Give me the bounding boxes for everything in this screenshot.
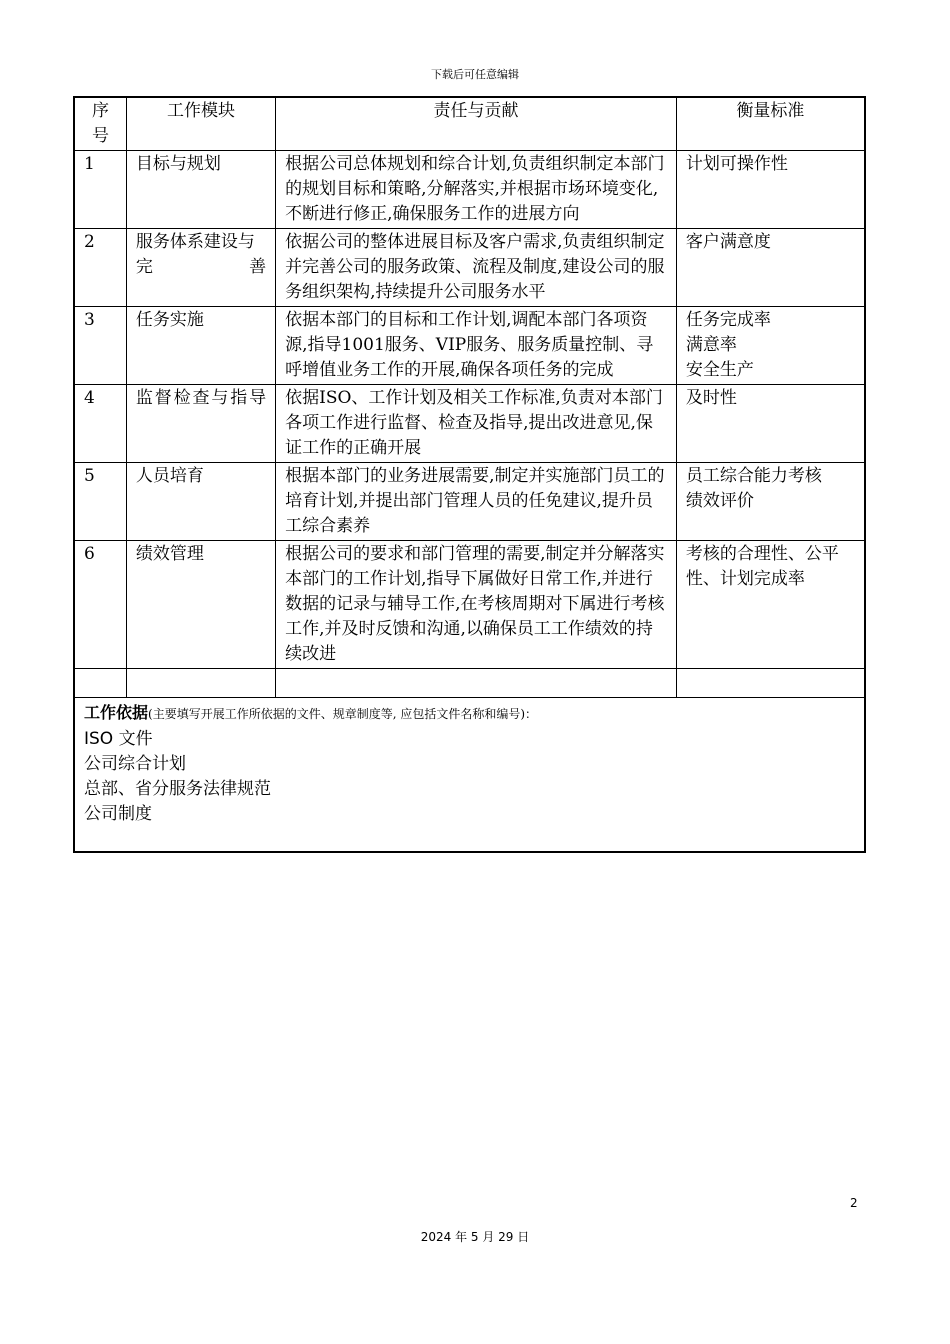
- row-responsibility: 根据公司的要求和部门管理的需要,制定并分解落实本部门的工作计划,指导下属做好日常工作,并进行数据的记录与辅导工作,在考核周期对下属进行考核工作,并及时反馈和沟通,以确保员工工作绩效的持续改进: [276, 541, 677, 669]
- row-module: 人员培育: [126, 463, 275, 541]
- standard-item: 考核的合理性、公平性、计划完成率: [685, 544, 839, 589]
- row-module: 任务实施: [126, 307, 275, 385]
- row-responsibility: 根据公司总体规划和综合计划,负责组织制定本部门的规划目标和策略,分解落实,并根据市场环境变化,不断进行修正,确保服务工作的进展方向: [276, 151, 677, 229]
- standard-item: 客户满意度: [685, 232, 771, 252]
- standard-item: 满意率: [685, 335, 737, 355]
- column-header-module: 工作模块: [126, 97, 275, 151]
- row-standard: [676, 541, 865, 669]
- work-basis-row: [74, 698, 865, 853]
- row-responsibility: 根据本部门的业务进展需要,制定并实施部门员工的培育计划,并提出部门管理人员的任免建议,提升员工综合素养: [276, 463, 677, 541]
- row-number: 3: [74, 307, 126, 385]
- empty-table-row: [74, 669, 865, 698]
- row-standard: [676, 229, 865, 307]
- row-standard: [676, 463, 865, 541]
- row-number: 1: [74, 151, 126, 229]
- row-responsibility: 依据本部门的目标和工作计划,调配本部门各项资源,指导1001服务、VIP服务、服务质量控制、寻呼增值业务工作的开展,确保各项任务的完成: [276, 307, 677, 385]
- row-responsibility: 依据ISO、工作计划及相关工作标准,负责对本部门各项工作进行监督、检查及指导,提出改进意见,保证工作的正确开展: [276, 385, 677, 463]
- table-row: [74, 541, 865, 669]
- row-standard: [676, 307, 865, 385]
- work-basis-item: 公司制度: [84, 804, 152, 824]
- table-header-row: [74, 97, 865, 151]
- column-header-responsibility: 责任与贡献: [276, 97, 677, 151]
- column-header-number: 序号: [74, 97, 126, 151]
- row-responsibility: 依据公司的整体进展目标及客户需求,负责组织制定并完善公司的服务政策、流程及制度,建设公司的服务组织架构,持续提升公司服务水平: [276, 229, 677, 307]
- standard-item: 及时性: [685, 388, 737, 408]
- standard-item: 员工综合能力考核: [685, 466, 822, 486]
- work-basis-note: (主要填写开展工作所依据的文件、规章制度等, 应包括文件名称和编号)：: [148, 707, 538, 721]
- standard-item: 绩效评价: [685, 491, 754, 511]
- page-number: 2: [850, 1196, 858, 1210]
- table-row: [74, 307, 865, 385]
- work-basis-title: 工作依据: [84, 703, 149, 722]
- column-header-standard: 衡量标准: [676, 97, 865, 151]
- row-module: 目标与规划: [126, 151, 275, 229]
- table-row: [74, 229, 865, 307]
- work-basis-item: 公司综合计划: [84, 754, 186, 774]
- empty-cell: [126, 669, 275, 698]
- page-date: 2024 年 5 月 29 日: [420, 1230, 530, 1244]
- work-basis-item: ISO 文件: [84, 729, 153, 749]
- work-basis-item: 总部、省分服务法律规范: [84, 779, 271, 799]
- duty-table: [73, 96, 866, 853]
- table-row: [74, 151, 865, 229]
- row-number: 2: [74, 229, 126, 307]
- empty-cell: [276, 669, 677, 698]
- standard-item: 任务完成率: [685, 310, 771, 330]
- row-module: 服务体系建设与完善: [126, 229, 275, 307]
- standard-item: 安全生产: [685, 360, 754, 380]
- row-standard: [676, 385, 865, 463]
- row-standard: [676, 151, 865, 229]
- empty-cell: [676, 669, 865, 698]
- work-basis-cell: [74, 698, 865, 853]
- standard-item: 计划可操作性: [685, 154, 788, 174]
- table-row: [74, 385, 865, 463]
- row-number: 5: [74, 463, 126, 541]
- row-module: 绩效管理: [126, 541, 275, 669]
- row-number: 6: [74, 541, 126, 669]
- row-number: 4: [74, 385, 126, 463]
- empty-cell: [74, 669, 126, 698]
- row-module: 监督检查与指导: [126, 385, 275, 463]
- table-row: [74, 463, 865, 541]
- work-basis-heading: [84, 700, 855, 727]
- page-header: 下载后可任意编辑: [431, 68, 519, 81]
